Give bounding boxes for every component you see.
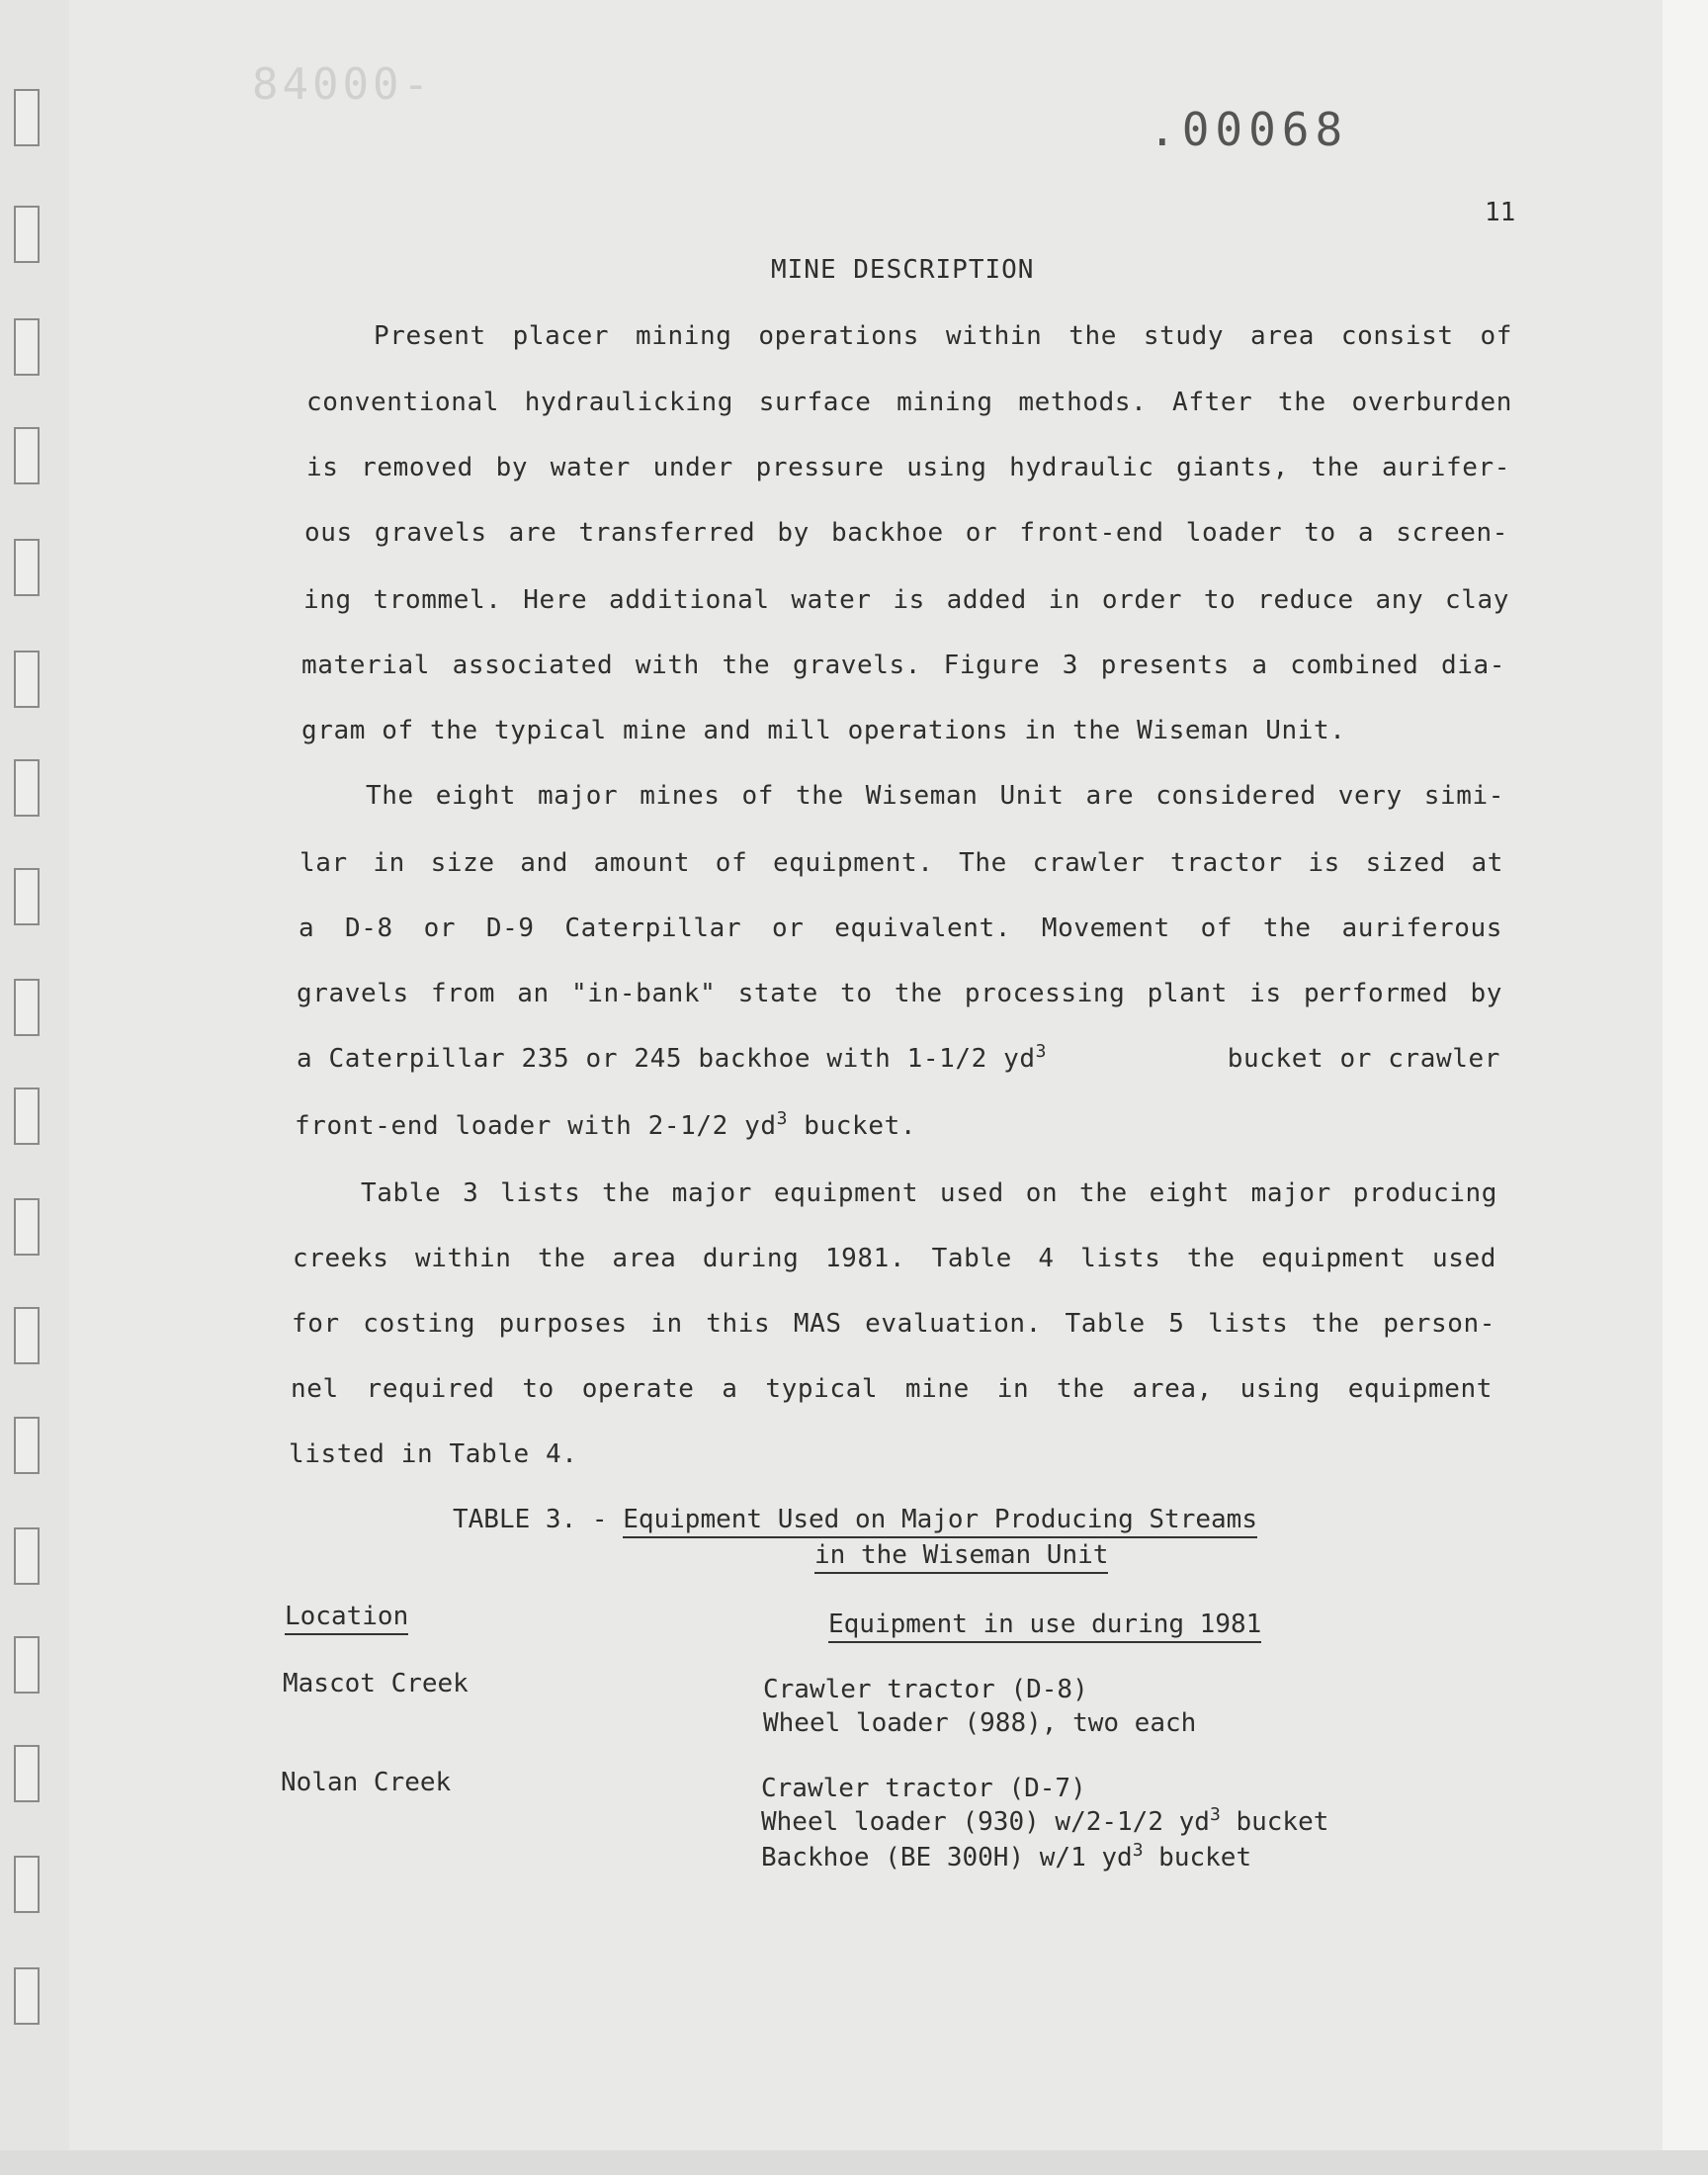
punch-hole <box>14 539 40 596</box>
section-heading: MINE DESCRIPTION <box>771 255 1035 285</box>
table-header-equipment <box>828 1610 1261 1639</box>
equipment-text-pre: Wheel loader (930) w/2-1/2 yd <box>761 1807 1210 1837</box>
table-cell-location: Nolan Creek <box>281 1768 452 1797</box>
equipment-text-pre: Backhoe (BE 300H) w/1 yd <box>761 1843 1133 1872</box>
punch-hole <box>14 1636 40 1694</box>
page-edge <box>1665 0 1708 2150</box>
punch-hole <box>14 1527 40 1585</box>
table-cell-equipment: Wheel loader (988), two each <box>763 1708 1197 1738</box>
paragraph-2-line <box>295 1108 917 1141</box>
table-caption-prefix: TABLE 3. - <box>453 1505 624 1534</box>
punch-hole <box>14 1198 40 1256</box>
punch-hole <box>14 1088 40 1145</box>
equipment-text-post: bucket <box>1220 1807 1329 1837</box>
line-text-pre: front-end loader with 2-1/2 yd <box>295 1111 777 1141</box>
line-text-post: bucket or crawler <box>1211 1044 1500 1074</box>
page-number: 11 <box>1485 198 1516 227</box>
punch-hole <box>14 89 40 146</box>
paragraph-3-line: Table 3 lists the major equipment used on the eight major producing <box>361 1178 1497 1208</box>
paragraph-1-line: gram of the typical mine and mill operations in the Wiseman Unit. <box>301 716 1346 745</box>
paragraph-1-line: conventional hydraulicking surface mining methods. After the overburden <box>306 388 1512 417</box>
paragraph-2-line: lar in size and amount of equipment. The crawler tractor is sized at <box>299 848 1503 878</box>
table-cell-equipment: Crawler tractor (D-8) <box>763 1675 1088 1704</box>
punch-hole <box>14 651 40 708</box>
paragraph-3-line: creeks within the area during 1981. Table 4 lists the equipment used <box>293 1244 1496 1273</box>
paragraph-3-line: listed in Table 4. <box>289 1439 578 1469</box>
table-cell-equipment: Crawler tractor (D-7) <box>761 1774 1086 1803</box>
line-text <box>297 1041 1048 1074</box>
paragraph-1-line: material associated with the gravels. Figure 3 presents a combined dia- <box>301 651 1505 680</box>
table-caption-line-2 <box>814 1540 1108 1570</box>
paragraph-1-line: ing trommel. Here additional water is added in order to reduce any clay <box>303 585 1509 615</box>
punch-hole <box>14 318 40 376</box>
punch-hole <box>14 206 40 263</box>
paragraph-2-line: The eight major mines of the Wiseman Unit are considered very simi- <box>366 781 1504 811</box>
table-cell-location: Mascot Creek <box>283 1669 469 1698</box>
table-cell-equipment <box>761 1840 1252 1872</box>
paragraph-1-line: is removed by water under pressure using hydraulic giants, the aurifer- <box>306 453 1510 482</box>
document-stamp-number: .00068 <box>1149 103 1349 156</box>
table-caption-subtitle: in the Wiseman Unit <box>814 1540 1108 1574</box>
superscript: 3 <box>1209 1804 1221 1825</box>
punch-hole <box>14 1967 40 2025</box>
faint-stamp: 84000- <box>252 59 433 110</box>
punch-hole <box>14 427 40 484</box>
page-bottom-edge <box>0 2150 1708 2175</box>
line-text-post: bucket. <box>788 1111 917 1141</box>
table-header-location <box>285 1602 408 1631</box>
punch-hole <box>14 1417 40 1474</box>
punch-hole <box>14 1307 40 1364</box>
punch-hole <box>14 1856 40 1913</box>
punch-hole <box>14 979 40 1036</box>
table-caption-title: Equipment Used on Major Producing Streams <box>623 1505 1257 1538</box>
punch-hole <box>14 1745 40 1802</box>
superscript: 3 <box>1132 1840 1144 1861</box>
paragraph-1-line: Present placer mining operations within the study area consist of <box>374 321 1512 351</box>
equipment-text-post: bucket <box>1143 1843 1252 1872</box>
paragraph-1-line: ous gravels are transferred by backhoe or front-end loader to a screen- <box>304 518 1508 548</box>
header-label: Location <box>285 1602 408 1635</box>
paragraph-3-line: nel required to operate a typical mine in the area, using equipment <box>291 1374 1493 1404</box>
superscript: 3 <box>776 1108 789 1129</box>
paragraph-2-line: gravels from an "in-bank" state to the processing plant is performed by <box>297 979 1502 1008</box>
line-text-pre: a Caterpillar 235 or 245 backhoe with 1-1/2 yd <box>297 1044 1036 1074</box>
paragraph-2-line: a D-8 or D-9 Caterpillar or equivalent. Movement of the auriferous <box>299 914 1502 943</box>
paragraph-2-line <box>297 1041 1500 1074</box>
superscript: 3 <box>1035 1041 1048 1062</box>
header-label: Equipment in use during 1981 <box>828 1610 1261 1643</box>
punch-hole <box>14 759 40 817</box>
binder-margin <box>0 0 69 2175</box>
table-cell-equipment <box>761 1804 1329 1837</box>
punch-hole <box>14 868 40 925</box>
paragraph-3-line: for costing purposes in this MAS evaluation. Table 5 lists the person- <box>292 1309 1495 1339</box>
table-caption <box>453 1505 1257 1534</box>
